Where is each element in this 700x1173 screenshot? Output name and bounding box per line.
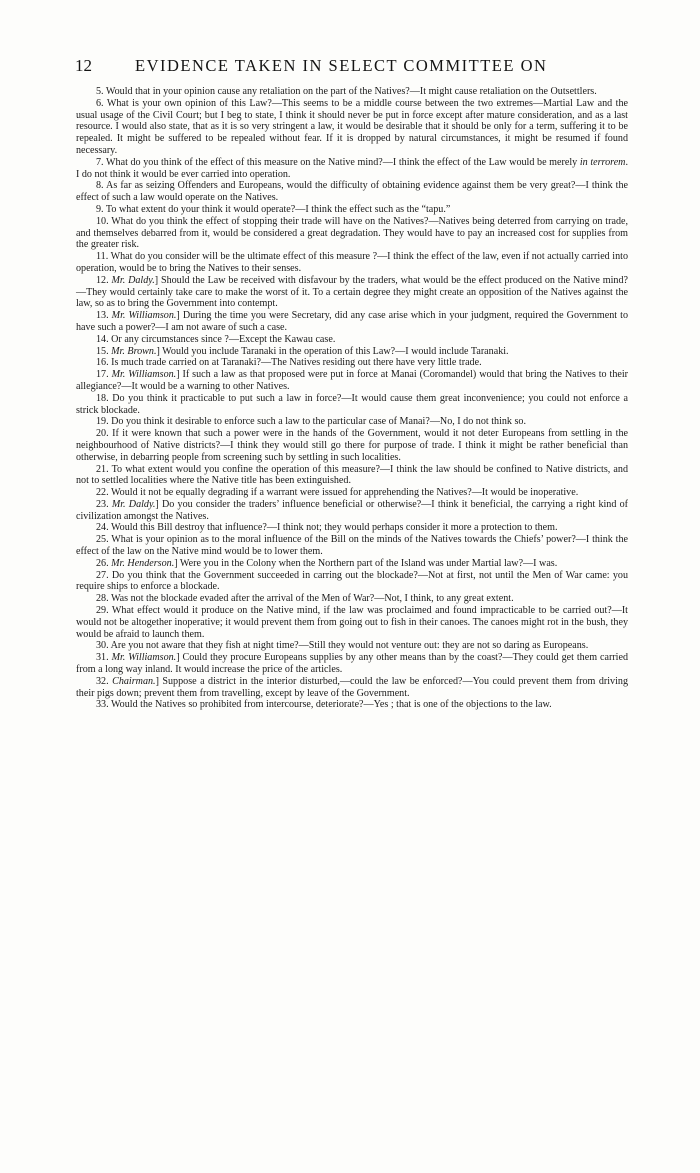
evidence-paragraph: 30. Are you not aware that they fish at night time?—Still they would not venture out: they are not so daring as Europeans.	[96, 640, 589, 652]
evidence-paragraph: 21. To what extent would you confine the operation of this measure?—I think the law should be confined to Native districts, and not to settled localities where the Native title has been extinguished.	[76, 463, 628, 487]
evidence-paragraph: 18. Do you think it practicable to put such a law in force?—It would cause them great inconvenience; you could not enforce a strick blockade.	[76, 392, 628, 416]
evidence-paragraph: 9. To what extent do your think it would operate?—I think the effect such as the “tapu.”	[96, 203, 451, 215]
page-header	[75, 56, 635, 78]
evidence-paragraph: 27. Do you think that the Government succeeded in carring out the blockade?—Not at first, not until the Men of War came: you require ships to enforce a blockade.	[76, 569, 628, 593]
evidence-paragraph: 12. Mr. Daldy.] Should the Law be received with disfavour by the traders, what would be the effect produced on the Native mind?—They would certainly take care to make the worst of it. To a certain degree they might create an opposition of the Natives against the law, so as to bring the Government into contempt.	[76, 274, 628, 310]
page-number: 12	[75, 56, 92, 75]
evidence-paragraph: 20. If it were known that such a power were in the hands of the Government, would it not deter Europeans from settling in the neighbourhood of Native districts?—I think they would still go there for purpose of trade. I think it might be rather beneficial than otherwise, in debarring people from screening such by settling in such localities.	[76, 428, 628, 463]
evidence-paragraph: 10. What do you think the effect of stopping their trade will have on the Natives?—Natives being deterred from carrying on trade, and themselves debarred from it, would be considered a great degradation. They would have to pay an increased cost for supplies from the greater risk.	[76, 215, 628, 251]
evidence-paragraph: 25. What is your opinion as to the moral influence of the Bill on the minds of the Natives towards the Chiefs’ power?—I think the effect of the law on the Native mind would be to lower them.	[76, 534, 628, 558]
evidence-paragraph: 28. Was not the blockade evaded after the arrival of the Men of War?—Not, I think, to any great extent.	[96, 593, 514, 605]
evidence-paragraph: 31. Mr. Williamson.] Could they procure Europeans supplies by any other means than by the coast?—They could get them carried from a long way inland. It would increase the price of the articles.	[76, 652, 628, 676]
running-head: EVIDENCE TAKEN IN SELECT COMMITTEE ON	[135, 56, 548, 75]
evidence-paragraph: 8. As far as seizing Offenders and Europeans, would the difficulty of obtaining evidence against them be very great?—I think the effect of such a law would operate on the Natives.	[76, 180, 628, 204]
evidence-paragraph: 11. What do you consider will be the ultimate effect of this measure ?—I think the effect of the law, even if not actually carried into operation, would be to bring the Natives to their senses.	[76, 251, 628, 274]
evidence-paragraph: 33. Would the Natives so prohibited from intercourse, deteriorate?—Yes ; that is one of the objections to the law.	[96, 699, 552, 711]
evidence-paragraph: 22. Would it not be equally degrading if a warrant were issued for apprehending the Natives?—It would be inoperative.	[96, 487, 579, 499]
evidence-paragraph: 19. Do you think it desirable to enforce such a law to the particular case of Manai?—No, I do not think so.	[96, 416, 526, 428]
evidence-paragraph: 5. Would that in your opinion cause any retaliation on the part of the Natives?—It might cause retaliation on the Outsettlers.	[96, 86, 597, 97]
evidence-paragraph: 32. Chairman.] Suppose a district in the interior disturbed,—could the law be enforced?—You could prevent them from driving their pigs down; prevent them from travelling, except by leave of the Government.	[76, 675, 629, 699]
evidence-paragraph: 29. What effect would it produce on the Native mind, if the law was proclaimed and found impracticable to be carried out?—It would not be altogether inoperative; it would prevent them from going out to fish in their canoes. The canoes might rot in the bush, they would be afraid to launch them.	[76, 605, 628, 640]
evidence-body	[76, 86, 628, 711]
evidence-paragraph: 24. Would this Bill destroy that influence?—I think not; they would perhaps consider it more a protection to them.	[96, 522, 558, 534]
evidence-paragraph: 26. Mr. Henderson.] Were you in the Colony when the Northern part of the Island was under Martial law?—I was.	[96, 557, 558, 569]
evidence-paragraph: 13. Mr. Williamson.] During the time you were Secretary, did any case arise which in your judgment, required the Government to have such a power?—I am not aware of such a case.	[76, 310, 629, 333]
evidence-paragraph: 23. Mr. Daldy.] Do you consider the traders’ influence beneficial or otherwise?—I think it beneficial, the carrying a right kind of civilization amongst the Natives.	[76, 498, 629, 522]
evidence-paragraph: 7. What do you think of the effect of this measure on the Native mind?—I think the effect of the Law would be merely in terrorem. I do not think it would be ever carried into operation.	[76, 156, 628, 180]
evidence-paragraph: 15. Mr. Brown.] Would you include Taranaki in the operation of this Law?—I would include Taranaki.	[96, 345, 509, 357]
evidence-paragraph: 6. What is your own opinion of this Law?—This seems to be a middle course between the two extremes—Martial Law and the usual usage of the Civil Court; but I beg to state, I think it should never be put in force except after mature consideration, and as a last resource. I would also state, that as it is so very stringent a law, it would be desirable that it should be only for a term, suffering it to be repealed. It might be suffered to be repealed without fear. If it is dropped by natural circumstances, it might be resumed if found necessary.	[76, 97, 628, 156]
evidence-paragraph: 14. Or any circumstances since ?—Except the Kawau case.	[96, 333, 336, 345]
evidence-paragraph: 16. Is much trade carried on at Taranaki?—The Natives residing out there have very little trade.	[96, 357, 482, 369]
evidence-paragraph: 17. Mr. Williamson.] If such a law as that proposed were put in force at Manai (Coromandel) would that bring the Natives to their allegiance?—It would be a warning to other Natives.	[76, 369, 629, 392]
